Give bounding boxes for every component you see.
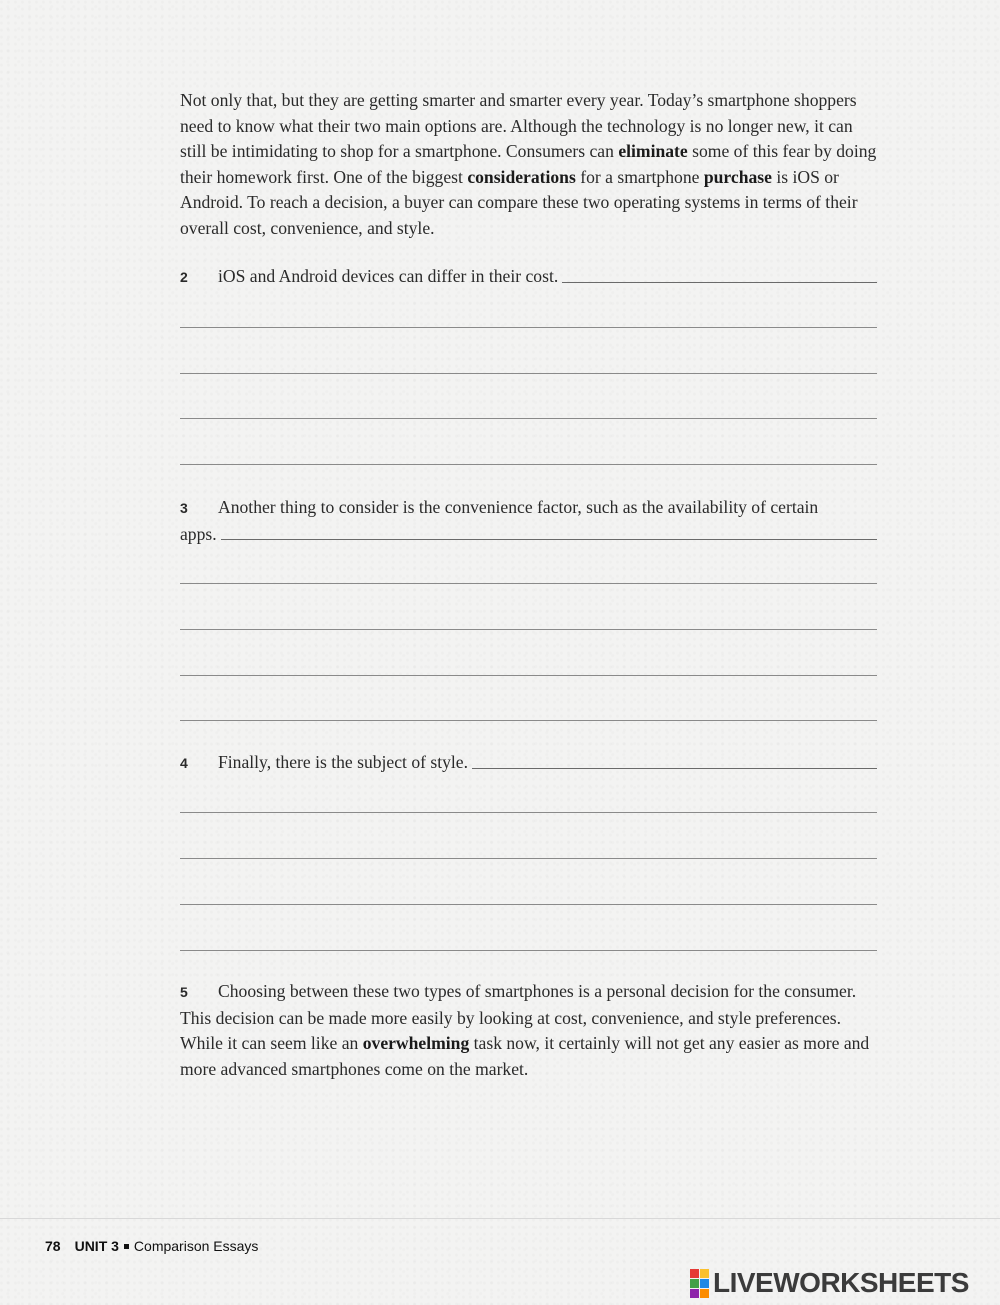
q3-second-line — [180, 521, 877, 547]
q3-answer-line[interactable] — [180, 629, 877, 630]
bold-term-overwhelming: overwhelming — [362, 1033, 470, 1054]
q4-answer-line[interactable] — [180, 950, 877, 951]
q2-text: iOS and Android devices can differ in their cost. — [218, 266, 559, 286]
q3-text-cont: apps. — [180, 524, 217, 544]
q3-answer-line[interactable] — [180, 720, 877, 721]
q3-first-line — [180, 494, 877, 521]
logo-block — [690, 1289, 699, 1298]
q2-answer-line[interactable] — [180, 373, 877, 374]
logo-icon — [690, 1269, 709, 1298]
q4-answer-line[interactable] — [180, 812, 877, 813]
q4-number: 4 — [180, 755, 188, 771]
intro-paragraph — [180, 88, 880, 242]
q4-answer-line-first[interactable] — [472, 768, 877, 769]
q3-answer-line-first[interactable] — [221, 539, 877, 540]
unit-label: UNIT 3 — [74, 1238, 119, 1254]
q5-number: 5 — [180, 984, 188, 1000]
q4-text: Finally, there is the subject of style. — [218, 752, 469, 772]
q2-answer-line-first[interactable] — [562, 282, 877, 283]
bold-term-considerations: considerations — [467, 166, 576, 187]
q5-text-2: task now, it certainly will not get any easier as more and more advanced smartphones come on the market. — [180, 1033, 870, 1079]
q3-answer-line[interactable] — [180, 583, 877, 584]
intro-text-1: Not only that, but they are getting smarter and smarter every year. Today’s smartphone shoppers need to know what their two main options are. Although the technology is no longer new, it can still be intimidating to shop for a smartphone. Consumers can — [180, 90, 857, 162]
bold-term-eliminate: eliminate — [618, 141, 688, 162]
bullet-separator — [124, 1244, 129, 1249]
q3-text: Another thing to consider is the convenience factor, such as the availability of certain — [218, 497, 819, 517]
intro-text-4: is iOS or Android. To reach a decision, a buyer can compare these two operating systems in terms of their overall cost, convenience, and style. — [180, 166, 858, 238]
q3-answer-line[interactable] — [180, 675, 877, 676]
intro-text-3: for a smartphone — [575, 166, 704, 187]
bold-term-purchase: purchase — [703, 166, 772, 187]
q5-paragraph — [180, 979, 880, 1082]
q4-prompt — [180, 749, 877, 776]
q2-answer-line[interactable] — [180, 418, 877, 419]
q2-prompt — [180, 263, 877, 290]
logo-text: LIVEWORKSHEETS — [713, 1267, 969, 1298]
page-footer — [45, 1238, 258, 1254]
q3-prompt — [180, 494, 877, 547]
q2-answer-line[interactable] — [180, 327, 877, 328]
q3-number: 3 — [180, 500, 188, 516]
logo-block — [690, 1279, 699, 1288]
footer-divider — [0, 1218, 1000, 1219]
q2-number: 2 — [180, 269, 188, 285]
logo-block — [700, 1289, 709, 1298]
unit-title: Comparison Essays — [133, 1238, 259, 1254]
logo-block — [690, 1269, 699, 1278]
logo-block — [700, 1269, 709, 1278]
logo-block — [700, 1279, 709, 1288]
q4-answer-line[interactable] — [180, 904, 877, 905]
q5-text-1: Choosing between these two types of smartphones is a personal decision for the consumer. This decision can be made more easily by looking at cost, convenience, and style preferences. While it can seem like an — [180, 981, 857, 1054]
liveworksheets-logo[interactable] — [690, 1268, 969, 1298]
q4-answer-line[interactable] — [180, 858, 877, 859]
page-number: 78 — [45, 1238, 61, 1254]
q2-answer-line[interactable] — [180, 464, 877, 465]
intro-text-2: some of this fear by doing their homework first. One of the biggest — [180, 141, 877, 187]
